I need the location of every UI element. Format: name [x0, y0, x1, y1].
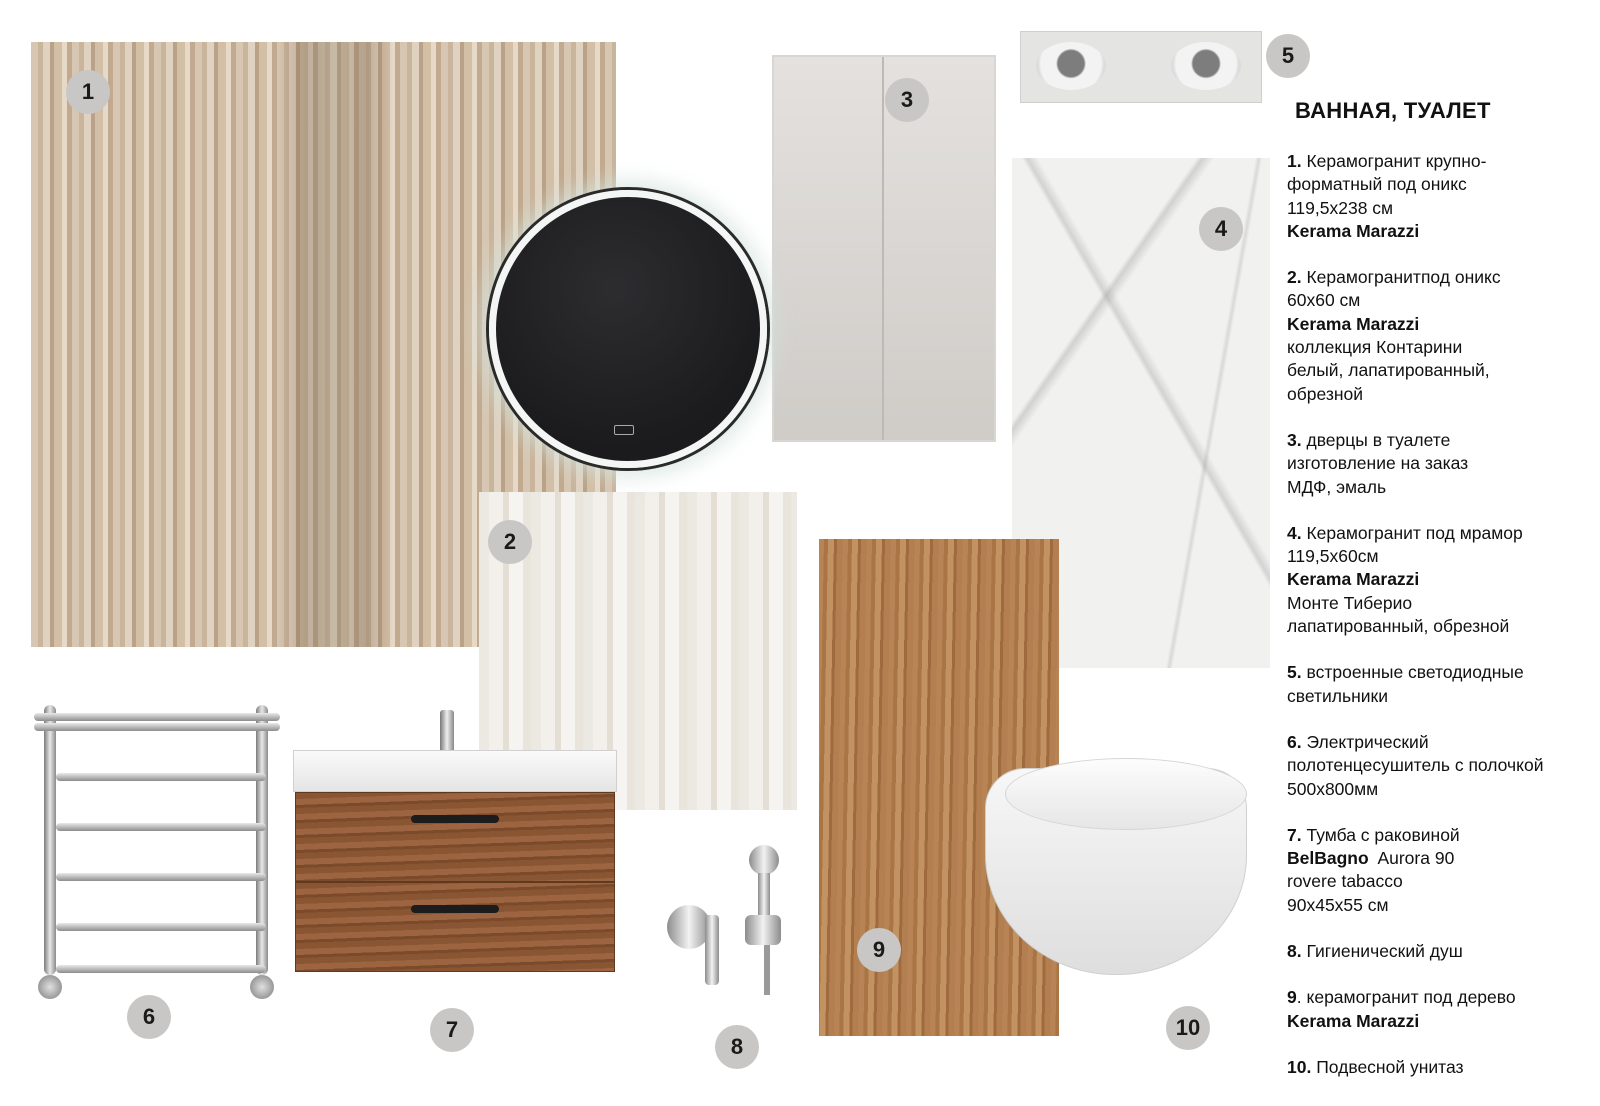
towel-rail-shelf-bar [34, 723, 280, 731]
legend-brand: Kerama Marazzi [1287, 1010, 1420, 1031]
legend-line [1287, 731, 1592, 754]
legend-brand: Kerama Marazzi [1287, 313, 1420, 334]
legend-item [1287, 731, 1592, 801]
towel-rail-bar [56, 773, 266, 781]
legend-line [1287, 824, 1592, 847]
legend-line: rovere tabacco [1287, 871, 1403, 892]
shower-head [749, 845, 779, 875]
badge-9: 9 [857, 928, 901, 972]
legend-text: изготовление на заказ [1287, 453, 1469, 474]
towel-rail-foot [38, 975, 62, 999]
badge-6: 6 [127, 995, 171, 1039]
wall-hung-toilet-image [985, 758, 1247, 973]
badge-2: 2 [488, 520, 532, 564]
faucet [440, 710, 454, 755]
legend-text: Электрический [1306, 731, 1429, 752]
legend-item [1287, 940, 1592, 963]
legend-line: 90х45х55 см [1287, 894, 1389, 915]
legend-line [1287, 429, 1592, 452]
legend-item [1287, 824, 1592, 917]
legend-text: форматный под оникс [1287, 174, 1467, 195]
legend-line: лапатированный, обрезной [1287, 616, 1510, 637]
legend-line [1287, 452, 1592, 475]
legend-number: 8. [1287, 941, 1302, 962]
legend-line [1287, 313, 1592, 336]
legend-line: коллекция Контарини [1287, 337, 1463, 358]
legend-text: 119,5х238 см [1287, 197, 1394, 218]
legend-line [1287, 661, 1592, 684]
badge-5: 5 [1266, 34, 1310, 78]
towel-rail-post-right [256, 705, 268, 975]
legend-brand-suffix: Aurora 90 [1368, 848, 1455, 869]
legend-text: встроенные светодиодные [1306, 662, 1524, 683]
legend-number: 6. [1287, 731, 1302, 752]
legend-number-suffix: . [1296, 987, 1302, 1008]
legend-text: МДФ, эмаль [1287, 476, 1387, 497]
legend-number: 1. [1287, 151, 1302, 171]
legend-line: обрезной [1287, 383, 1364, 404]
legend-item [1287, 986, 1592, 1033]
towel-rail-post-left [44, 705, 56, 975]
legend-item [1287, 429, 1592, 499]
towel-rail-bar [56, 965, 266, 973]
legend-number: 4. [1287, 522, 1302, 543]
legend-number: 2. [1287, 267, 1302, 288]
vanity-drawer-top [295, 792, 615, 882]
downlight-right [1171, 42, 1241, 90]
legend-line [1287, 568, 1592, 591]
badge-3: 3 [885, 78, 929, 122]
legend-text: 119,5х60см [1287, 546, 1379, 567]
vanity-drawer-bottom [295, 882, 615, 972]
legend-line [1287, 986, 1592, 1009]
legend-item [1287, 150, 1592, 243]
sink-basin [293, 750, 617, 792]
towel-rail-bar [56, 823, 266, 831]
legend-line [1287, 150, 1592, 173]
legend-line: белый, лапатированный, [1287, 360, 1490, 381]
legend-line [1287, 220, 1592, 243]
legend-text: светильники [1287, 685, 1388, 706]
legend-text: дверцы в туалете [1306, 429, 1451, 450]
legend-line [1287, 476, 1592, 499]
legend-number: 3. [1287, 429, 1302, 450]
downlight-left [1036, 42, 1106, 90]
legend-line [1287, 1010, 1592, 1033]
towel-rail-bar [56, 873, 266, 881]
legend-line [1287, 197, 1592, 220]
badge-8: 8 [715, 1025, 759, 1069]
shower-holder [745, 915, 781, 945]
legend-line [1287, 522, 1592, 545]
legend-line [1287, 754, 1592, 777]
legend-number: 10. [1287, 1056, 1312, 1077]
badge-1: 1 [66, 70, 110, 114]
toilet-lid [1005, 758, 1247, 830]
led-downlights-image [1020, 31, 1262, 103]
badge-7: 7 [430, 1008, 474, 1052]
towel-rail-image [34, 675, 284, 1005]
legend-line [1287, 545, 1592, 568]
drawer-handle [411, 815, 499, 823]
badge-10: 10 [1166, 1006, 1210, 1050]
legend-text: Керамогранит крупно- [1306, 151, 1487, 171]
page-title: ВАННАЯ, ТУАЛЕТ [1295, 98, 1491, 123]
legend-line [1287, 685, 1592, 708]
legend-line [1287, 266, 1592, 289]
legend-brand: Kerama Marazzi [1287, 220, 1420, 241]
toilet-doors-image [772, 55, 996, 442]
legend-number: 7. [1287, 824, 1302, 845]
hygienic-shower-image [665, 845, 815, 995]
legend-list [1287, 150, 1592, 1102]
legend-text: 60х60 см [1287, 290, 1361, 311]
towel-rail-foot [250, 975, 274, 999]
legend-line [1287, 940, 1592, 963]
legend-text: Керамогранитпод оникс [1306, 267, 1501, 288]
legend-text: Подвесной унитаз [1316, 1056, 1464, 1077]
legend-text: 500х800мм [1287, 778, 1379, 799]
round-led-mirror-image [489, 190, 767, 468]
shower-mixer-lever [705, 915, 719, 985]
legend-line [1287, 778, 1592, 801]
legend-number: 5. [1287, 662, 1302, 683]
vanity-with-sink-image [293, 700, 615, 975]
legend-line [1287, 173, 1592, 196]
towel-rail-shelf [34, 713, 280, 721]
legend-number: 9 [1287, 987, 1297, 1008]
legend-text: Гигиенический душ [1306, 941, 1463, 962]
legend-text: Тумба с раковиной [1306, 824, 1460, 845]
legend-item [1287, 266, 1592, 406]
legend-line: Монте Тиберио [1287, 592, 1413, 613]
legend-brand: Kerama Marazzi [1287, 569, 1420, 590]
legend-item [1287, 661, 1592, 708]
legend-text: полотенцесушитель с полочкой [1287, 755, 1544, 776]
legend-text: Керамогранит под мрамор [1306, 522, 1523, 543]
towel-rail-bar [56, 923, 266, 931]
drawer-handle [411, 905, 499, 913]
legend-line [1287, 1056, 1592, 1079]
legend-line [1287, 289, 1592, 312]
legend-line [1287, 847, 1592, 870]
badge-4: 4 [1199, 207, 1243, 251]
legend-item [1287, 1056, 1592, 1079]
legend-text: керамогранит под дерево [1306, 987, 1516, 1008]
legend-brand: BelBagno [1287, 848, 1369, 869]
shower-hose [764, 945, 770, 995]
legend-item [1287, 522, 1592, 638]
